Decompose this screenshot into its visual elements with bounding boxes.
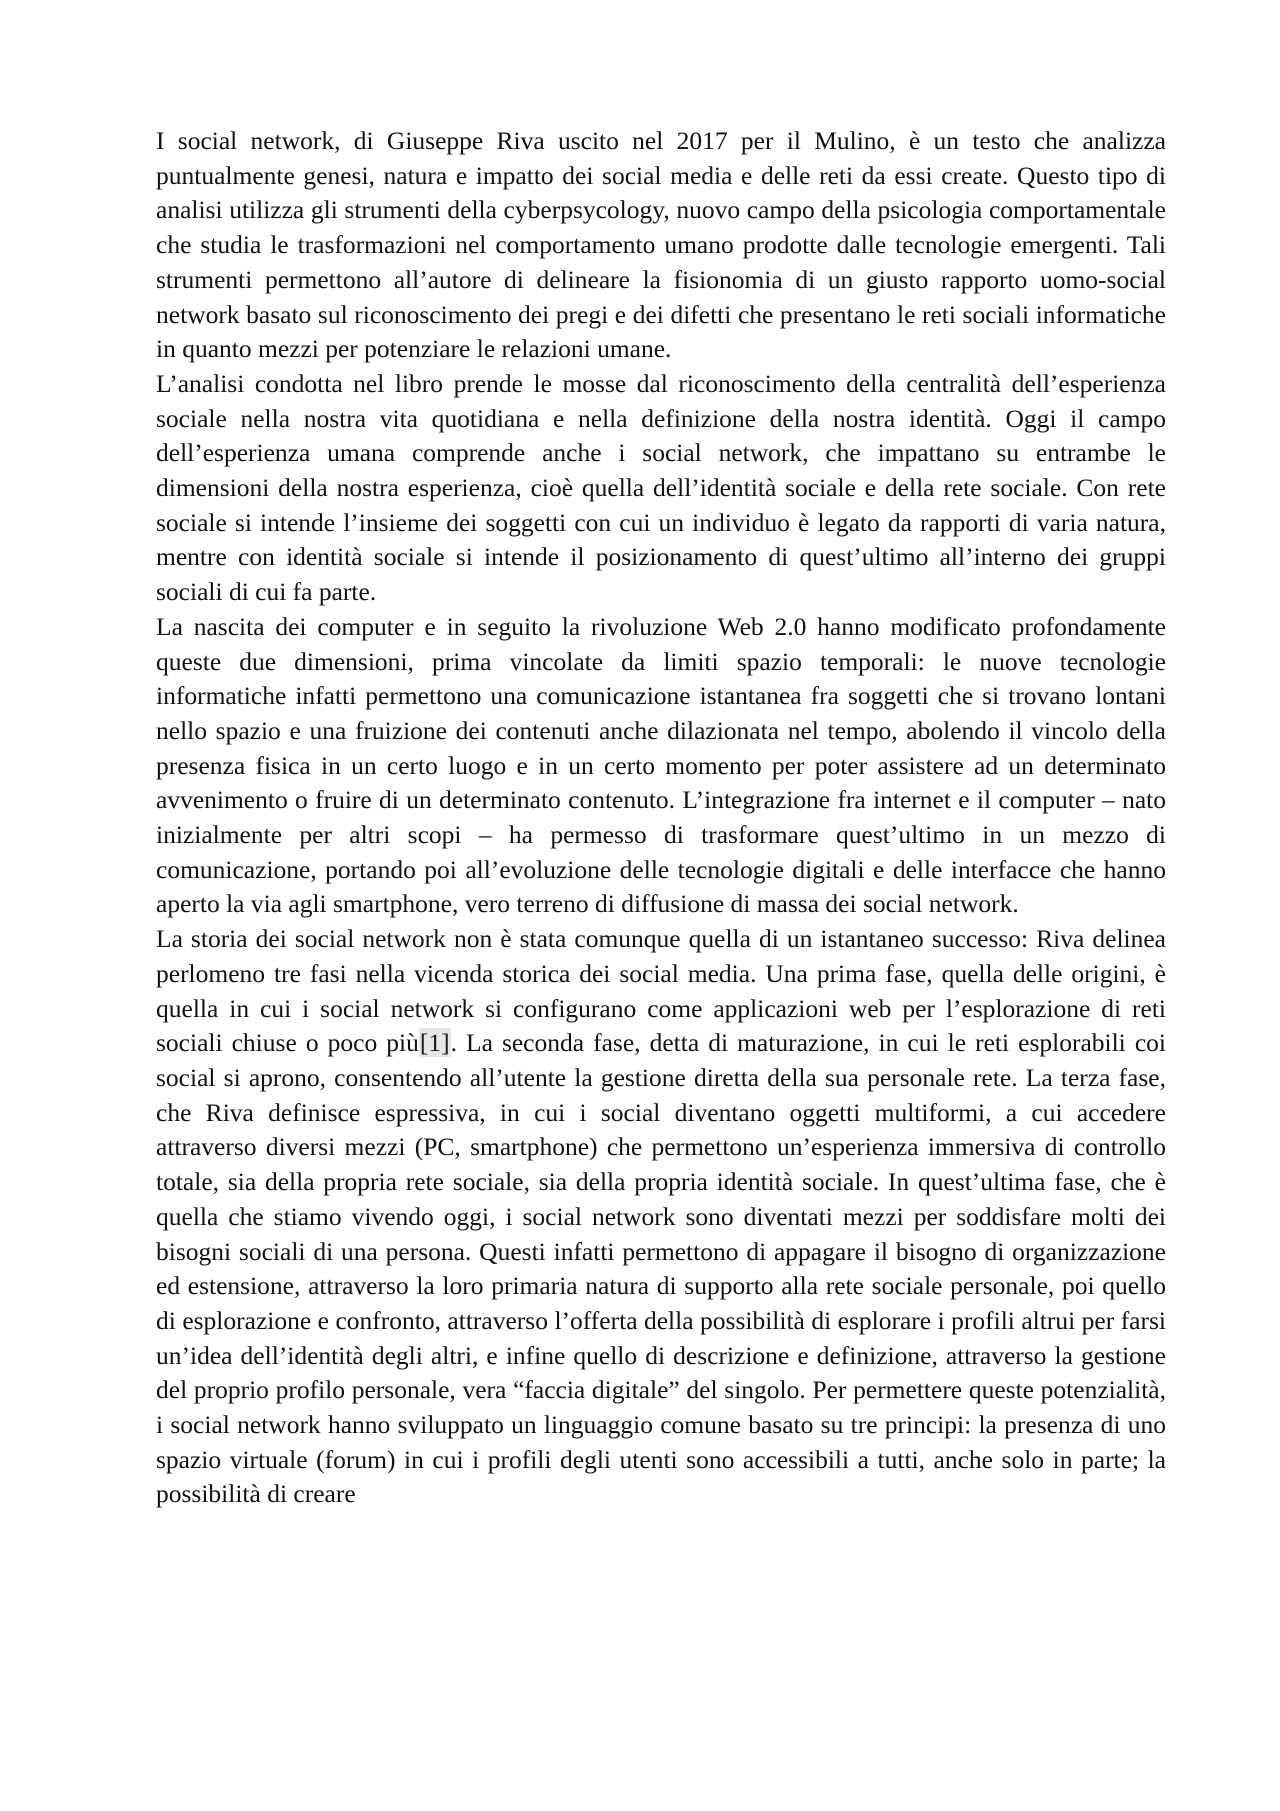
paragraph-2: L’analisi condotta nel libro prende le mosse dal riconoscimento della centralità dell’esperienza sociale nella nostra vita quotidiana e nella definizione della nostra identità. Oggi il campo dell’esperienza umana comprende anche i social network, che impattano su entrambe le dimensioni della nostra esperienza, cioè quella dell’identità sociale e della rete sociale. Con rete sociale si intende l’insieme dei soggetti con cui un individuo è legato da rapporti di varia natura, mentre con identità sociale si intende il posizionamento di quest’ultimo all’interno dei gruppi sociali di cui fa parte. <box>156 368 1166 607</box>
paragraph-3: La nascita dei computer e in seguito la rivoluzione Web 2.0 hanno modificato profondamente queste due dimensioni, prima vincolate da limiti spazio temporali: le nuove tecnologie informatiche infatti permettono una comunicazione istantanea fra soggetti che si trovano lontani nello spazio e una fruizione dei contenuti anche dilazionata nel tempo, abolendo il vincolo della presenza fisica in un certo luogo e in un certo momento per poter assistere ad un determinato avvenimento o fruire di un determinato contenuto. L’integrazione fra internet e il computer – nato inizialmente per altri scopi – ha permesso di trasformare quest’ultimo in un mezzo di comunicazione, portando poi all’evoluzione delle tecnologie digitali e delle interfacce che hanno aperto la via agli smartphone, vero terreno di diffusione di massa dei social network. <box>156 611 1166 919</box>
paragraph-4-text-end: . La seconda fase, detta di maturazione, in cui le reti esplorabili coi social si aprono, consentendo all’utente la gestione diretta della sua personale rete. La terza fase, che Riva definisce espressiva, in cui i social diventano oggetti multiformi, a cui accedere attraverso diversi mezzi (PC, smartphone) che permettono un’esperienza immersiva di controllo totale, sia della propria rete sociale, sia della propria identità sociale. In quest’ultima fase, che è quella che stiamo vivendo oggi, i social network sono diventati mezzi per soddisfare molti dei bisogni sociali di una persona. Questi infatti permettono di appagare il bisogno di organizzazione ed estensione, attraverso la loro primaria natura di supporto alla rete sociale personale, poi quello di esplorazione e confronto, attraverso l’offerta della possibilità di esplorare i profili altrui per farsi un’idea dell’identità degli altri, e infine quello di descrizione e definizione, attraverso la gestione del proprio profilo personale, vera “faccia digitale” del singolo. Per permettere queste potenzialità, i social network hanno sviluppato un linguaggio comune basato su tre principi: la presenza di uno spazio virtuale (forum) in cui i profili degli utenti sono accessibili a tutti, anche solo in parte; la possibilità di creare <box>156 1028 1166 1509</box>
document-body <box>156 124 1166 1512</box>
paragraph-4 <box>156 922 1166 1512</box>
paragraph-4-text-start: La storia dei social network non è stata comunque quella di un istantaneo successo: Riva delinea perlomeno tre fasi nella vicenda storica dei social media. Una prima fase, quella delle origini, è quella in cui i social network si configurano come applicazioni web per l’esplorazione di reti sociali chiuse o poco più <box>156 924 1166 1058</box>
footnote-reference-link[interactable]: [1] <box>419 1028 450 1058</box>
paragraph-1: I social network, di Giuseppe Riva uscito nel 2017 per il Mulino, è un testo che analizza puntualmente genesi, natura e impatto dei social media e delle reti da essi create. Questo tipo di analisi utilizza gli strumenti della cyberpsycology, nuovo campo della psicologia comportamentale che studia le trasformazioni nel comportamento umano prodotte dalle tecnologie emergenti. Tali strumenti permettono all’autore di delineare la fisionomia di un giusto rapporto uomo-social network basato sul riconoscimento dei pregi e dei difetti che presentano le reti sociali informatiche in quanto mezzi per potenziare le relazioni umane. <box>156 126 1166 364</box>
